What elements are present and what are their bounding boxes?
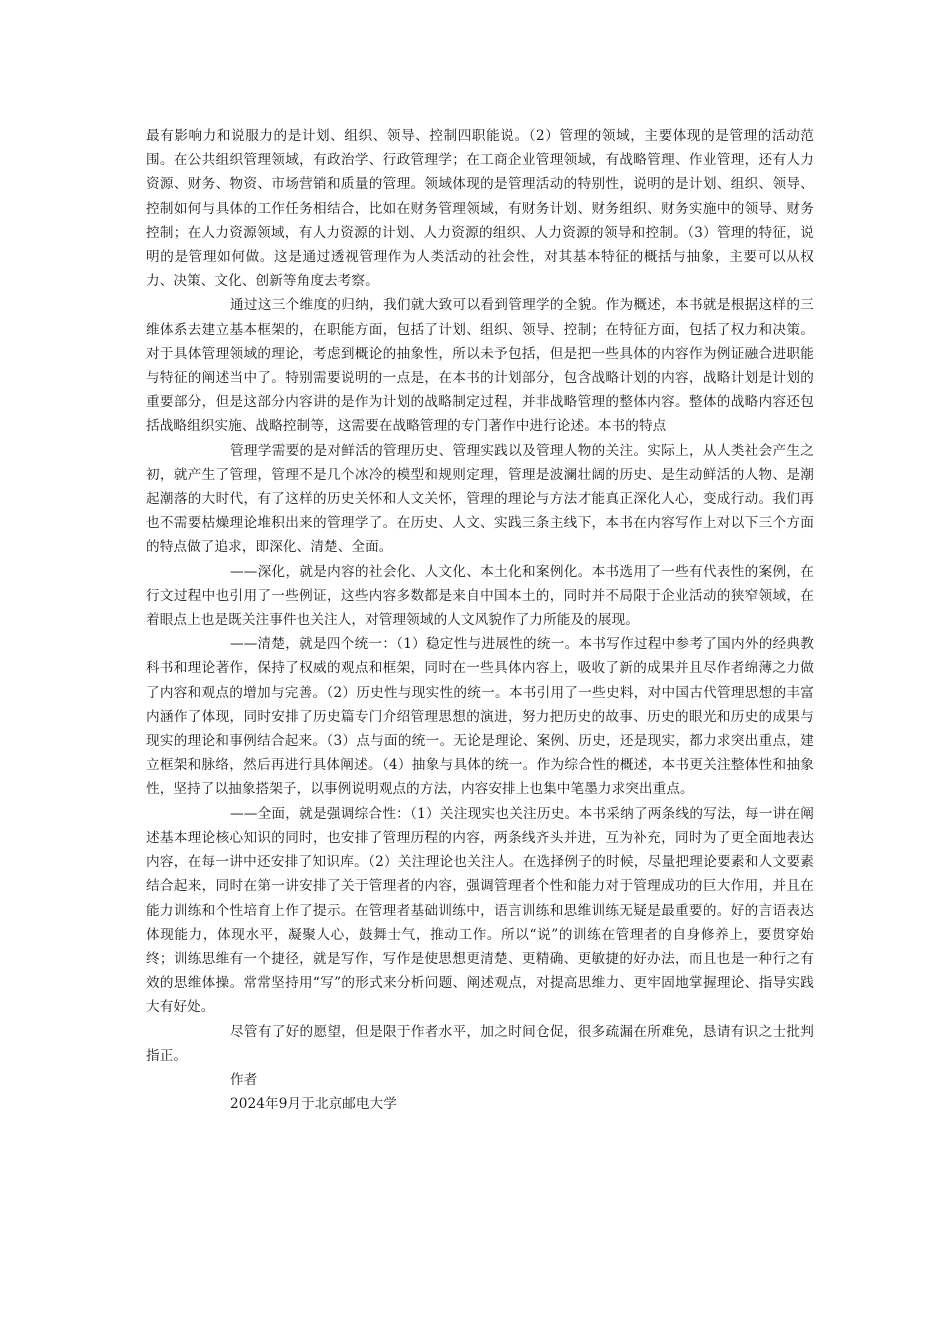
paragraph-continued: 最有影响力和说服力的是计划、组织、领导、控制四职能说。（2）管理的领域，主要体现的是管理的活动范围。在公共组织管理领域，有政治学、行政管理学；在工商企业管理领域，有战略管理、作业管理，还有人力资源、财务、物资、市场营销和质量的管理。领域体现的是管理活动的特别性，说明的是计划、组织、领导、控制如何与具体的工作任务相结合，比如在财务管理领域，有财务计划、财务组织、财务实施中的领导、财务控制；在人力资源领域，有人力资源的计划、人力资源的组织、人力资源的领导和控制。（3）管理的特征，说明的是管理如何做。这是通过透视管理作为人类活动的社会性，对其基本特征的概括与抽象，主要可以从权力、决策、文化、创新等角度去考察。 [146,128,814,290]
signature-date-place: 2024年9月于北京邮电大学 [230,1096,397,1113]
document-body [146,124,814,1116]
paragraph-features-intro: 管理学需要的是对鲜活的管理历史、管理实践以及管理人物的关注。实际上，从人类社会产生之初，就产生了管理，管理不是几个冰冷的模型和规则定理，管理是波澜壮阔的历史、是生动鲜活的人物、是潮起潮落的大时代，有了这样的历史关怀和人文关怀，管理的理论与方法才能真正深化人心，变成行动。我们再也不需要枯燥理论堆积出来的管理学了。在历史、人文、实践三条主线下，本书在内容写作上对以下三个方面的特点做了追求，即深化、清楚、全面。 [146,442,814,556]
paragraph-clarity: ——清楚，就是四个统一：（1）稳定性与进展性的统一。本书写作过程中参考了国内外的经典教科书和理论著作，保持了权威的观点和框架，同时在一些具体内容上，吸收了新的成果并且尽作者绵薄之力做了内容和观点的增加与完善。（2）历史性与现实性的统一。本书引用了一些史料，对中国古代管理思想的丰富内涵作了体现，同时安排了历史篇专门介绍管理思想的演进，努力把历史的故事、历史的眼光和历史的成果与现实的理论和事例结合起来。（3）点与面的统一。无论是理论、案例、历史，还是现实，都力求突出重点，建立框架和脉络，然后再进行具体阐述。（4）抽象与具体的统一。作为综合性的概述，本书更关注整体性和抽象性，坚持了以抽象搭架子，以事例说明观点的方法，内容安排上也集中笔墨力求突出重点。 [146,636,814,798]
paragraph-closing: 尽管有了好的愿望，但是限于作者水平，加之时间仓促，很多疏漏在所难免，恳请有识之士批判指正。 [146,1023,814,1064]
signature-author: 作者 [230,1071,258,1088]
paragraph-deepening: ——深化，就是内容的社会化、人文化、本土化和案例化。本书选用了一些有代表性的案例，在行文过程中也引用了一些例证，这些内容多数都是来自中国本土的，同时并不局限于企业活动的狭窄领域，在着眼点上也是既关注事件也关注人，对管理领域的人文风貌作了力所能及的展现。 [146,563,814,629]
paragraph-comprehensive: ——全面，就是强调综合性：（1）关注现实也关注历史。本书采纳了两条线的写法，每一讲在阐述基本理论核心知识的同时，也安排了管理历程的内容，两条线齐头并进，互为补充，同时为了更全面地表达内容，在每一讲中还安排了知识库。（2）关注理论也关注人。在选择例子的时候，尽量把理论要素和人文要素结合起来，同时在第一讲安排了关于管理者的内容，强调管理者个性和能力对于管理成功的巨大作用，并且在能力训练和个性培育上作了提示。在管理者基础训练中，语言训练和思维训练无疑是最重要的。好的言语表达体现能力，体现水平，凝聚人心，鼓舞士气，推动工作。所以“说”的训练在管理者的自身修养上，要贯穿始终；训练思维有一个捷径，就是写作，写作是使思想更清楚、更精确、更敏捷的好办法，而且也是一种行之有效的思维体操。常常坚持用“写”的形式来分析问题、阐述观点，对提高思维力、更牢固地掌握理论、指导实践大有好处。 [146,805,814,1016]
paragraph-overview: 通过这三个维度的归纳，我们就大致可以看到管理学的全貌。作为概述，本书就是根据这样的三维体系去建立基本框架的，在职能方面，包括了计划、组织、领导、控制；在特征方面，包括了权力和决策。对于具体管理领域的理论，考虑到概论的抽象性，所以未予包括，但是把一些具体的内容作为例证融合进职能与特征的阐述当中了。特别需要说明的一点是，在本书的计划部分，包含战略计划的内容，战略计划是计划的重要部分，但是这部分内容讲的是作为计划的战略制定过程，并非战略管理的整体内容。整体的战略内容还包括战略组织实施、战略控制等，这需要在战略管理的专门著作中进行论述。本书的特点 [146,297,814,435]
